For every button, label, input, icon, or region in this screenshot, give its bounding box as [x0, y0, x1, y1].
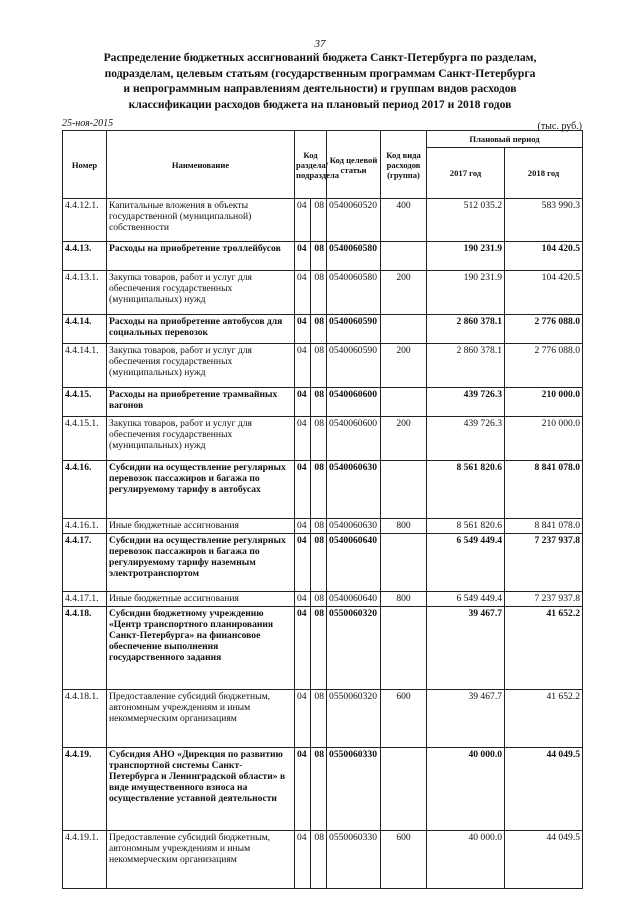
row-group-code: 600 — [381, 690, 427, 748]
row-number: 4.4.16. — [63, 461, 107, 519]
row-section-code: 04 — [295, 748, 311, 831]
table-row — [63, 242, 583, 271]
row-name: Предоставление субсидий бюджетным, автономным учреждениям и иным некоммерческим организациям — [107, 831, 295, 889]
header-plan-period: Плановый период — [427, 131, 583, 148]
header-section: Код раздела/ подраздела — [295, 131, 327, 199]
row-value-2017: 40 000.0 — [427, 748, 505, 831]
row-group-code — [381, 388, 427, 417]
row-value-2018: 41 652.2 — [505, 690, 583, 748]
row-number: 4.4.15. — [63, 388, 107, 417]
row-value-2018: 210 000.0 — [505, 388, 583, 417]
row-section-code: 04 — [295, 271, 311, 315]
row-section-code: 04 — [295, 388, 311, 417]
row-value-2017: 40 000.0 — [427, 831, 505, 889]
row-group-code — [381, 534, 427, 592]
row-subsection-code: 08 — [311, 315, 327, 344]
row-value-2017: 190 231.9 — [427, 271, 505, 315]
document-date: 25-ноя-2015 — [62, 118, 114, 129]
row-name: Расходы на приобретение троллейбусов — [107, 242, 295, 271]
row-value-2017: 2 860 378.1 — [427, 344, 505, 388]
row-number: 4.4.14. — [63, 315, 107, 344]
table-row — [63, 534, 583, 592]
row-subsection-code: 08 — [311, 271, 327, 315]
row-article-code: 0540060590 — [327, 344, 381, 388]
row-subsection-code: 08 — [311, 199, 327, 242]
row-article-code: 0540060520 — [327, 199, 381, 242]
row-group-code — [381, 607, 427, 690]
row-value-2018: 44 049.5 — [505, 831, 583, 889]
row-article-code: 0540060640 — [327, 592, 381, 607]
row-value-2017: 439 726.3 — [427, 417, 505, 461]
table-row — [63, 199, 583, 242]
row-name: Субсидии на осуществление регулярных перевозок пассажиров и багажа по регулируемому тарифу наземным электротранспортом — [107, 534, 295, 592]
row-subsection-code: 08 — [311, 242, 327, 271]
row-name: Закупка товаров, работ и услуг для обеспечения государственных (муниципальных) нужд — [107, 344, 295, 388]
table-body — [63, 199, 583, 889]
row-name: Субсидия АНО «Дирекция по развитию транспортной системы Санкт-Петербурга и Ленинградской области» в виде имущественного взноса на осуществление уставной деятельности — [107, 748, 295, 831]
table-row — [63, 271, 583, 315]
row-name: Капитальные вложения в объекты государственной (муниципальной) собственности — [107, 199, 295, 242]
row-value-2017: 6 549 449.4 — [427, 534, 505, 592]
row-section-code: 04 — [295, 534, 311, 592]
row-name: Закупка товаров, работ и услуг для обеспечения государственных (муниципальных) нужд — [107, 417, 295, 461]
table-row — [63, 417, 583, 461]
row-number: 4.4.13.1. — [63, 271, 107, 315]
row-article-code: 0540060590 — [327, 315, 381, 344]
row-name: Закупка товаров, работ и услуг для обеспечения государственных (муниципальных) нужд — [107, 271, 295, 315]
row-group-code: 200 — [381, 417, 427, 461]
row-name: Иные бюджетные ассигнования — [107, 592, 295, 607]
row-subsection-code: 08 — [311, 417, 327, 461]
row-name: Расходы на приобретение автобусов для социальных перевозок — [107, 315, 295, 344]
row-number: 4.4.17. — [63, 534, 107, 592]
row-article-code: 0550060330 — [327, 748, 381, 831]
row-value-2017: 2 860 378.1 — [427, 315, 505, 344]
title-line: Распределение бюджетных ассигнований бюджета Санкт-Петербурга по разделам, — [103, 51, 537, 64]
document-title — [60, 50, 580, 112]
row-group-code: 200 — [381, 344, 427, 388]
row-section-code: 04 — [295, 315, 311, 344]
row-value-2018: 210 000.0 — [505, 417, 583, 461]
row-value-2017: 439 726.3 — [427, 388, 505, 417]
row-section-code: 04 — [295, 519, 311, 534]
row-article-code: 0550060320 — [327, 690, 381, 748]
row-value-2018: 104 420.5 — [505, 271, 583, 315]
row-group-code: 400 — [381, 199, 427, 242]
row-section-code: 04 — [295, 461, 311, 519]
row-section-code: 04 — [295, 242, 311, 271]
table-row — [63, 315, 583, 344]
row-name: Субсидии бюджетному учреждению «Центр транспортного планирования Санкт-Петербурга» на финансовое обеспечение выполнения государственного задания — [107, 607, 295, 690]
row-value-2018: 8 841 078.0 — [505, 461, 583, 519]
row-number: 4.4.17.1. — [63, 592, 107, 607]
row-value-2018: 41 652.2 — [505, 607, 583, 690]
units-label: (тыс. руб.) — [537, 121, 582, 132]
row-group-code: 200 — [381, 271, 427, 315]
row-section-code: 04 — [295, 831, 311, 889]
row-name: Иные бюджетные ассигнования — [107, 519, 295, 534]
table-row — [63, 831, 583, 889]
row-subsection-code: 08 — [311, 748, 327, 831]
table-row — [63, 748, 583, 831]
row-subsection-code: 08 — [311, 388, 327, 417]
row-subsection-code: 08 — [311, 592, 327, 607]
row-value-2017: 8 561 820.6 — [427, 519, 505, 534]
row-number: 4.4.19. — [63, 748, 107, 831]
row-article-code: 0540060640 — [327, 534, 381, 592]
table-row — [63, 519, 583, 534]
row-subsection-code: 08 — [311, 690, 327, 748]
row-value-2018: 7 237 937.8 — [505, 592, 583, 607]
row-value-2018: 583 990.3 — [505, 199, 583, 242]
row-value-2017: 6 549 449.4 — [427, 592, 505, 607]
table-row — [63, 690, 583, 748]
header-group: Код вида расходов (группа) — [381, 131, 427, 199]
row-number: 4.4.14.1. — [63, 344, 107, 388]
row-article-code: 0540060580 — [327, 271, 381, 315]
row-article-code: 0540060580 — [327, 242, 381, 271]
row-section-code: 04 — [295, 690, 311, 748]
row-number: 4.4.15.1. — [63, 417, 107, 461]
table-row — [63, 592, 583, 607]
row-group-code: 800 — [381, 519, 427, 534]
header-name: Наименование — [107, 131, 295, 199]
row-name: Субсидии на осуществление регулярных перевозок пассажиров и багажа по регулируемому тарифу в автобусах — [107, 461, 295, 519]
header-row — [63, 131, 583, 148]
row-group-code: 600 — [381, 831, 427, 889]
row-value-2017: 39 467.7 — [427, 690, 505, 748]
row-section-code: 04 — [295, 344, 311, 388]
row-subsection-code: 08 — [311, 344, 327, 388]
row-value-2017: 512 035.2 — [427, 199, 505, 242]
row-number: 4.4.12.1. — [63, 199, 107, 242]
row-subsection-code: 08 — [311, 831, 327, 889]
table-row — [63, 344, 583, 388]
row-article-code: 0540060600 — [327, 388, 381, 417]
title-line: и непрограммным направлениям деятельности) и группам видов расходов — [123, 82, 517, 95]
row-value-2018: 8 841 078.0 — [505, 519, 583, 534]
row-section-code: 04 — [295, 607, 311, 690]
row-article-code: 0550060320 — [327, 607, 381, 690]
row-value-2018: 2 776 088.0 — [505, 315, 583, 344]
row-group-code — [381, 242, 427, 271]
budget-table — [62, 130, 583, 889]
row-group-code — [381, 461, 427, 519]
row-article-code: 0540060600 — [327, 417, 381, 461]
header-year-2018: 2018 год — [505, 148, 583, 199]
title-line: подразделам, целевым статьям (государственным программам Санкт-Петербурга — [104, 66, 536, 80]
page-number: 37 — [314, 38, 326, 50]
row-value-2017: 190 231.9 — [427, 242, 505, 271]
row-section-code: 04 — [295, 417, 311, 461]
table-row — [63, 607, 583, 690]
row-value-2017: 8 561 820.6 — [427, 461, 505, 519]
header-article: Код целевой статьи — [327, 131, 381, 199]
row-value-2017: 39 467.7 — [427, 607, 505, 690]
row-number: 4.4.19.1. — [63, 831, 107, 889]
row-article-code: 0550060330 — [327, 831, 381, 889]
row-group-code — [381, 748, 427, 831]
row-section-code: 04 — [295, 592, 311, 607]
title-line: классификации расходов бюджета на плановый период 2017 и 2018 годов — [128, 97, 512, 111]
row-number: 4.4.13. — [63, 242, 107, 271]
row-group-code — [381, 315, 427, 344]
table-row — [63, 461, 583, 519]
row-value-2018: 44 049.5 — [505, 748, 583, 831]
row-subsection-code: 08 — [311, 461, 327, 519]
header-year-2017: 2017 год — [427, 148, 505, 199]
table-row — [63, 388, 583, 417]
row-subsection-code: 08 — [311, 534, 327, 592]
row-section-code: 04 — [295, 199, 311, 242]
row-subsection-code: 08 — [311, 607, 327, 690]
row-article-code: 0540060630 — [327, 461, 381, 519]
row-subsection-code: 08 — [311, 519, 327, 534]
row-value-2018: 104 420.5 — [505, 242, 583, 271]
row-article-code: 0540060630 — [327, 519, 381, 534]
row-value-2018: 7 237 937.8 — [505, 534, 583, 592]
row-number: 4.4.18.1. — [63, 690, 107, 748]
row-number: 4.4.18. — [63, 607, 107, 690]
row-name: Предоставление субсидий бюджетным, автономным учреждениям и иным некоммерческим организациям — [107, 690, 295, 748]
header-number: Номер — [63, 131, 107, 199]
row-group-code: 800 — [381, 592, 427, 607]
row-value-2018: 2 776 088.0 — [505, 344, 583, 388]
row-name: Расходы на приобретение трамвайных вагонов — [107, 388, 295, 417]
row-number: 4.4.16.1. — [63, 519, 107, 534]
